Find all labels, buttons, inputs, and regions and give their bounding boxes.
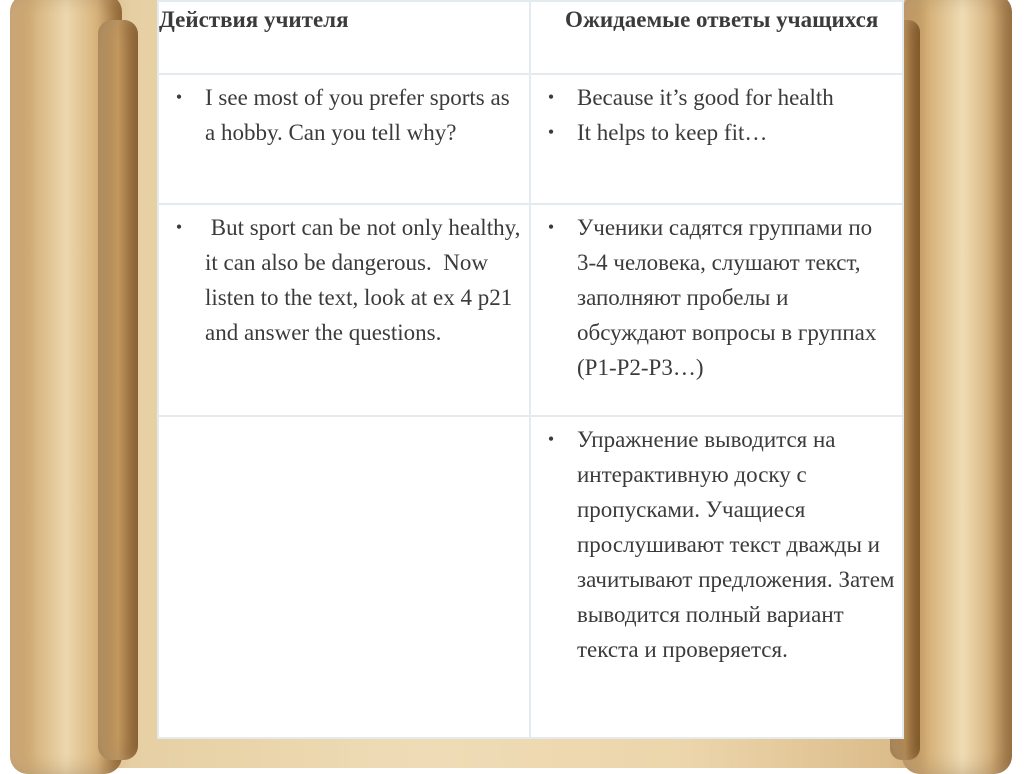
list-item	[159, 80, 523, 150]
table-header-row	[158, 1, 903, 74]
list-item	[531, 115, 896, 150]
teacher-cell-empty	[158, 416, 530, 738]
bullet-icon: •	[547, 87, 555, 107]
student-answer-text: Because it’s good for health	[577, 85, 834, 110]
table-row	[158, 416, 903, 738]
bullet-icon: •	[547, 429, 555, 449]
header-expected-answers: Ожидаемые ответы учащихся	[530, 1, 903, 74]
teacher-text: But sport can be not only healthy, it can also be dangerous. Now listen to the text, look at ex 4 p21 and answer the questions.	[205, 215, 532, 345]
list-item	[531, 210, 896, 385]
bullet-icon: •	[175, 217, 183, 237]
student-cell	[530, 204, 903, 416]
teacher-cell	[158, 204, 530, 416]
table-row	[158, 204, 903, 416]
student-cell	[530, 416, 903, 738]
list-item	[531, 80, 896, 115]
teacher-cell	[158, 74, 530, 204]
student-answer-text: It helps to keep fit…	[577, 120, 768, 145]
bullet-icon: •	[547, 122, 555, 142]
bullet-icon: •	[547, 217, 555, 237]
lesson-table-container	[157, 0, 902, 737]
student-cell	[530, 74, 903, 204]
teacher-text: I see most of you prefer sports as a hobby. Can you tell why?	[205, 85, 510, 145]
student-answer-text: Ученики садятся группами по 3-4 человека, слушают текст, заполняют пробелы и обсуждают вопросы в группах (P1-P2-P3…)	[577, 215, 877, 380]
list-item	[531, 422, 896, 667]
student-answer-text: Упражнение выводится на интерактивную доску с пропусками. Учащиеся прослушивают текст дважды и зачитывают предложения. Затем выводится полный вариант текста и проверяется.	[577, 427, 895, 662]
bullet-icon: •	[175, 87, 183, 107]
lesson-table	[157, 0, 904, 739]
left-scroll-roller-inner	[98, 20, 138, 760]
table-row	[158, 74, 903, 204]
list-item	[159, 210, 532, 350]
header-teacher-actions: Действия учителя	[158, 1, 530, 74]
